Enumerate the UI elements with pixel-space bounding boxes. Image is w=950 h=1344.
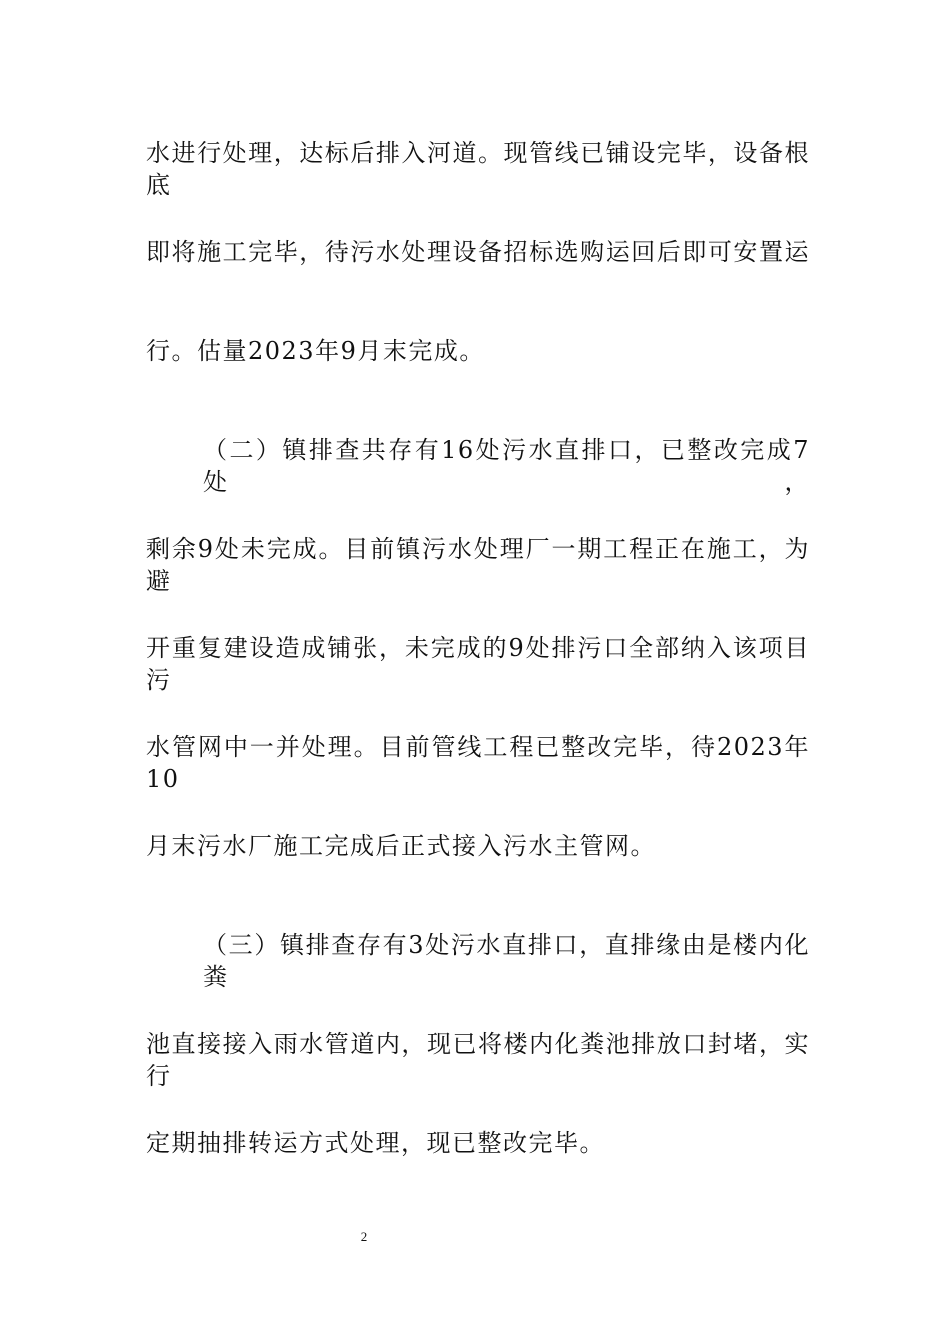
body-text-line: 池直接接入雨水管道内，现已将楼内化粪池排放口封堵，实行 [146, 1030, 810, 1090]
body-text-line: 行。估量2023年9月末完成。 [146, 337, 485, 365]
body-text-line: 水管网中一并处理。目前管线工程已整改完毕，待2023年10 [146, 733, 810, 793]
page-number: 2 [360, 1229, 368, 1244]
body-text-line: 即将施工完毕，待污水处理设备招标选购运回后即可安置运 [146, 238, 810, 266]
body-text-line: 定期抽排转运方式处理，现已整改完毕。 [146, 1129, 605, 1157]
body-text-line: 月末污水厂施工完成后正式接入污水主管网。 [146, 832, 656, 860]
section-three-first-line: （三）镇排查存有3处污水直排口，直排缘由是楼内化粪 [203, 931, 810, 991]
section-two-first-line: （二）镇排查共存有16处污水直排口，已整改完成7处， [203, 436, 810, 496]
body-text-line: 剩余9处未完成。目前镇污水处理厂一期工程正在施工，为避 [146, 535, 810, 595]
body-text-line: 水进行处理，达标后排入河道。现管线已铺设完毕，设备根底 [146, 139, 810, 199]
body-text-line: 开重复建设造成铺张，未完成的9处排污口全部纳入该项目污 [146, 634, 810, 694]
